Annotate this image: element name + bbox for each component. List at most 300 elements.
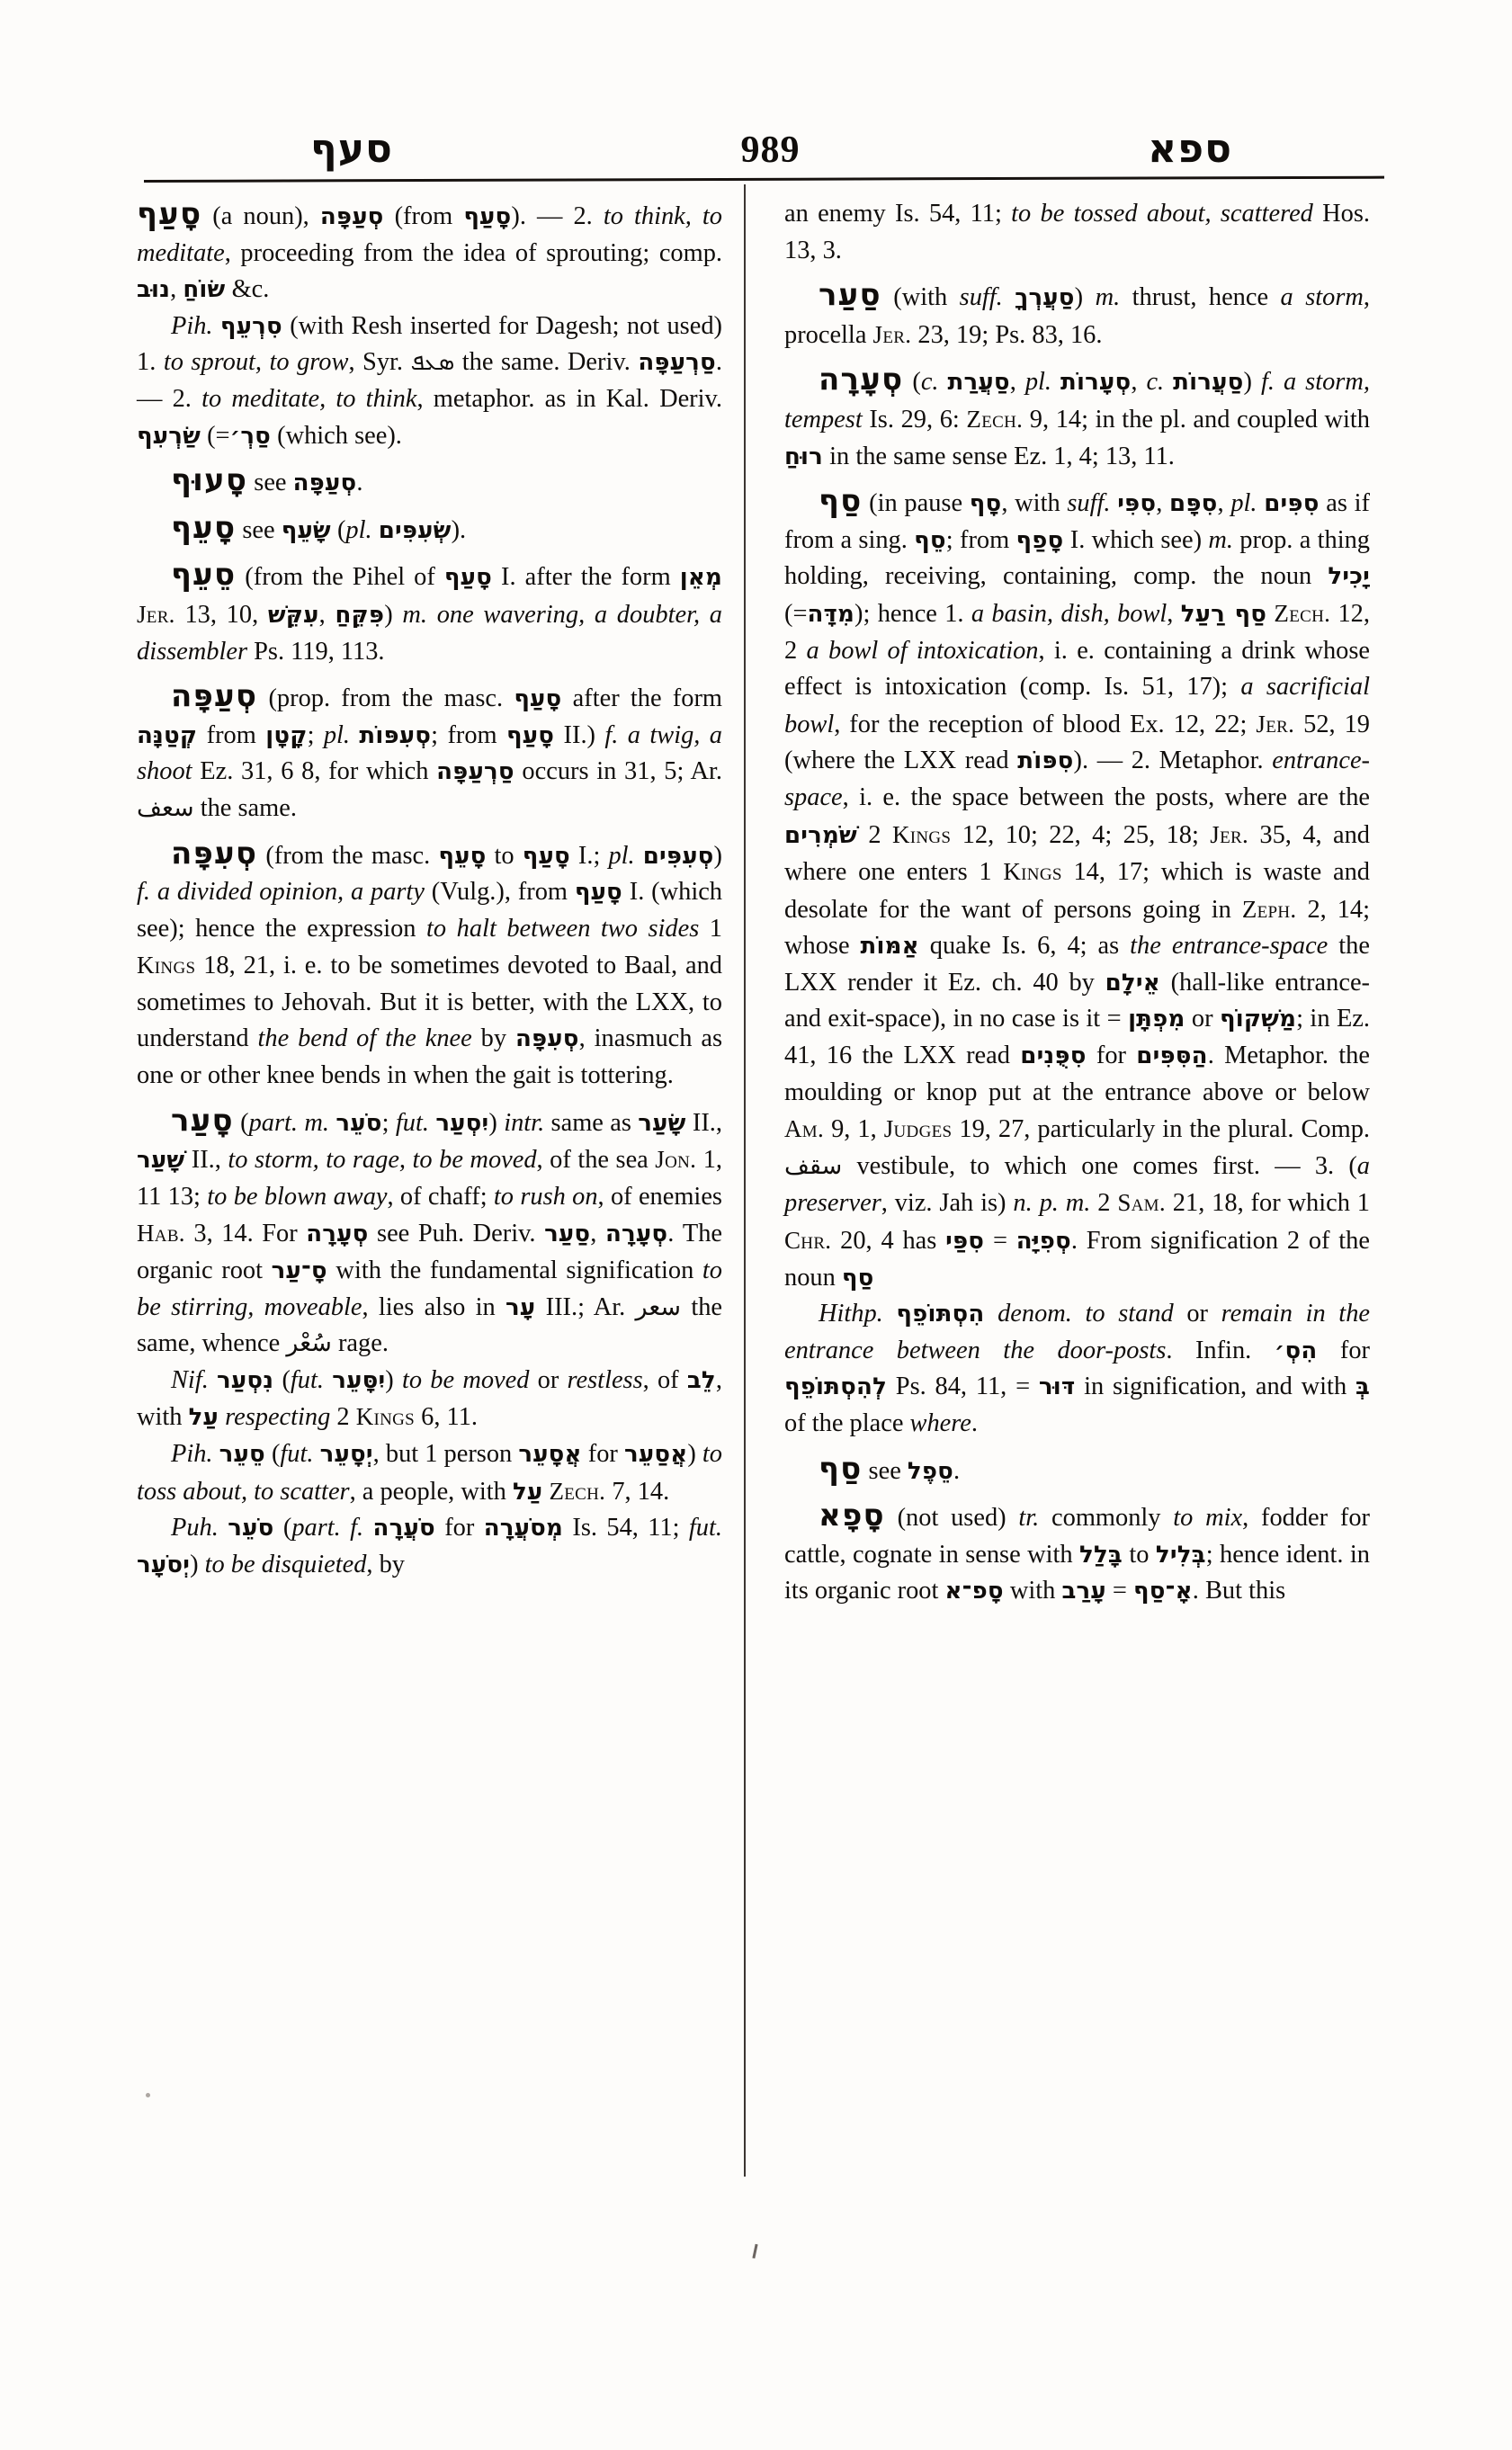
hebrew-form: עָר [505,1293,536,1321]
intr-label: intr. [504,1108,545,1137]
hebrew-form: סְעִפִּים [642,842,714,870]
scripture-ref: Am. [784,1115,825,1143]
entry-text: , [1009,368,1025,397]
scan-speck [146,2093,150,2097]
spacer [137,502,722,510]
entry-text: ; in Ez. 41, 16 the LXX read [784,1005,1370,1070]
hebrew-form: מַשְׁקוֹף [1219,1006,1297,1033]
scripture-ref: Jer. [1210,820,1249,848]
entry-text: 2, 14; whose [784,895,1370,961]
right-column [784,196,1370,1610]
entry-text: to [486,841,523,870]
entry-text: (with Resh inserted for Dagesh; not used) 1. [137,311,722,377]
hebrew-form: סְעָרָה [604,1221,668,1248]
entry-text: ; from [945,525,1016,554]
abbrev-pl: pl. [1024,368,1052,397]
hebrew-form: שָׁעַר [137,1147,185,1175]
entry-text [984,1300,998,1328]
entry-text: Ps. 84, 11, = [887,1373,1039,1401]
hebrew-form: סִפַּי [945,1228,985,1256]
entry-text: 14, 17; which is waste and desolate for the want of persons going in [784,858,1370,924]
denom-label: denom. [998,1300,1072,1328]
fut-label: fut. [395,1108,429,1137]
hebrew-form: אֲסַעֵר [624,1441,688,1468]
entry-text: or [529,1365,568,1394]
entry-text: 6, 11. [415,1403,478,1432]
entry-text: &c. [225,275,270,304]
entry-text: vestibule, to which one comes first. — 3. ( [842,1151,1357,1180]
headword-hebrew: סָעוּף [171,462,248,499]
hebrew-form: סֵפֶל [907,1457,954,1485]
hebrew-form: סַעֲרַת [947,369,1010,397]
hebrew-form: יָכִיל [1328,563,1370,591]
spacer [137,670,722,678]
entry-text [1051,368,1060,396]
hebrew-form: סְעַפָּה [292,469,357,497]
gloss: a sacrificial bowl [784,673,1370,738]
running-head [135,106,1385,172]
entry-text: or [1173,1300,1221,1328]
headword-hebrew: סְעָרָה [819,362,904,398]
entry-text: (with [881,283,960,312]
hebrew-form: עִקֵּשׁ [267,601,319,629]
entry-saar-verb [137,1103,722,1363]
entry-nif-nisar [137,1363,722,1436]
entry-text: ( [233,1108,249,1137]
hebrew-form: שָׂעֵף [281,516,331,544]
entry-text: 12, 10; 22, 4; 25, 18; [951,820,1211,849]
entry-text: ) [385,1365,402,1394]
hebrew-form: יְסָעֵר [319,1441,373,1468]
entry-text: ) [384,600,403,629]
entry-text: I. after the form [492,563,680,592]
gloss: respecting [225,1403,331,1432]
running-head-right-catchword: ספא [1148,126,1232,172]
entry-text: ) [713,841,723,870]
hebrew-form: עַל [188,1404,219,1432]
hebrew-form: עַל [512,1478,543,1506]
entry-text: 21, 18, for which 1 [1165,1189,1370,1218]
hebrew-form: סַעֲרְךָ [1015,284,1075,312]
gloss: a basin, dish, bowl [971,599,1168,628]
entry-text: 35, 4, and where one enters 1 [784,820,1371,887]
suff-label: suff. [1067,489,1111,518]
gloss: restless [567,1365,643,1394]
page-number: 989 [740,130,801,171]
stem-label: Nif. [171,1365,209,1394]
entry-hithp-histophef [784,1296,1370,1442]
entry-text: 9, 1, [824,1115,884,1144]
hebrew-form: מִדָּה [807,600,855,628]
entry-text [618,721,627,749]
entry-text: ( [273,1514,292,1542]
hebrew-form: סַרְ׳ [229,422,272,450]
entry-text: , for the reception of blood Ex. 12, 22; [834,710,1257,738]
entry-text: , procella [784,283,1370,349]
entry-text: (Vulg.), from [424,878,575,907]
scripture-ref: Zech. [549,1477,606,1505]
gender-label: m. [1208,525,1233,554]
gloss: the bend of the knee [257,1024,472,1053]
arabic-form: سعر [635,1292,682,1321]
scripture-ref: Zech. [966,405,1024,433]
entry-text: ); hence 1. [854,599,971,628]
entry-text: II.) [554,720,605,749]
entry-text: for [1317,1336,1371,1364]
entry-text: Is. 54, 11; [563,1514,689,1542]
hebrew-form: קְטַנָּה [137,721,198,749]
gloss: one wavering, a doubter, a dissembler [137,600,722,666]
entry-text: (a noun), [201,202,320,230]
entry-text: (= [784,599,808,628]
scripture-ref: Zech. [1274,599,1331,627]
entry-text: 2 [330,1403,356,1432]
entry-text: ). — 2. [511,202,604,230]
entry-text: with the fundamental signification [327,1256,702,1285]
hebrew-form: סֵעֵר [219,1441,265,1468]
hebrew-form: שֹׁמְרִים [784,821,857,849]
entry-text: see Puh. Deriv. [368,1220,545,1248]
gloss: to be disquieted [204,1550,367,1578]
hebrew-form: אֲסָעֵר [518,1441,582,1468]
entry-text: , proceeding from the idea of sprouting; comp. [224,238,722,267]
stem-label: Pih. [171,311,213,340]
gloss: a preserver [784,1151,1370,1218]
stem-label: Pih. [171,1440,213,1468]
entry-seeph-doubter [137,557,722,670]
hebrew-form: יִסָּעֵר [332,1366,386,1394]
entry-text: see [247,469,293,497]
hebrew-form: סִפֻּנִים [1020,1042,1087,1070]
entry-text: III.; Ar. [535,1292,636,1321]
running-head-left-catchword: סעף [310,126,393,172]
entry-pih-saer [137,1436,722,1510]
entry-text: , i. e. containing a drink whose effect is intoxication (comp. Is. 51, 17); [784,636,1370,702]
fut-label: fut. [290,1365,324,1394]
spacer [137,1095,722,1103]
hebrew-form: שְׂעִפִּים [378,516,452,544]
entry-text: . But this [1192,1577,1286,1605]
gender-label: f. [137,878,150,907]
entry-text: ) [190,1550,205,1578]
entry-text: , but 1 person [372,1440,519,1468]
gloss: to rush on [493,1182,598,1211]
hebrew-form: בְּלִיל [1155,1541,1206,1569]
entry-text: , lies also in [362,1292,505,1321]
gloss: where [909,1409,971,1437]
entry-text: , with [137,1365,722,1432]
entry-text: 19, 27, particularly in the plural. Comp. [952,1115,1370,1144]
entry-text: (not used) [884,1504,1019,1533]
gloss: a storm, tempest [784,368,1370,434]
entry-text [213,312,220,340]
entry-saeph-crossref [137,510,722,550]
hebrew-form: סֹעֵר [336,1109,382,1137]
entry-text [883,1300,897,1328]
hebrew-form: סָעַף [506,721,555,749]
hebrew-form: סָעַף [522,842,570,870]
headword-hebrew: סַף [819,1450,863,1487]
entry-text [350,721,359,749]
entry-text: , inasmuch as one or other knee bends in when the gait is tottering. [137,1024,723,1090]
headword-hebrew: סְעִפָּה [171,835,258,872]
entry-text: , Syr. [348,348,411,377]
hebrew-form: בָּלַל [1079,1541,1123,1569]
entry-text: ( [903,368,921,397]
entry-text: . [356,469,363,497]
hebrew-form: שַׂרְעִף [137,422,201,450]
entry-text [324,1366,332,1394]
entry-text: occurs in 31, 5; Ar. [514,757,723,786]
entry-text: , of the sea [536,1146,656,1175]
hebrew-form: קָטָן [265,721,308,749]
entry-seippah-party [137,836,722,1095]
hebrew-form: פִּקֵּחַ [335,601,385,629]
gloss: to toss about, to scatter [137,1440,722,1506]
entry-puh-soar [137,1510,722,1583]
entry-text: ; from [431,720,507,749]
spacer [784,1489,1370,1498]
hebrew-form: סֹעֵר [228,1515,274,1542]
entry-text: prop. a thing holding, receiving, containing, comp. the noun [784,525,1370,591]
scripture-ref: Judges [883,1115,953,1143]
hebrew-form: סָעַף [514,685,562,713]
page-foot-speck [752,2244,757,2258]
headword-hebrew: סַעַר [819,277,881,314]
scripture-ref: Jer. [137,600,175,628]
header-rule [144,176,1384,183]
entry-text: 18, 21, i. e. to be sometimes devoted to Baal, and sometimes to Jehovah. But it is better, with the LXX, to understand [137,952,722,1053]
hebrew-form: לְהִסְתּוֹפֵף [784,1373,887,1401]
gloss: to be moved [401,1365,530,1394]
entry-text [1003,283,1015,311]
constr-label: c. [920,368,939,397]
entry-text: 2 [856,820,892,849]
stem-label: Hithp. [819,1300,883,1328]
entry-text: in the same sense Ez. 1, 4; 13, 11. [823,442,1175,470]
entry-text: commonly [1039,1504,1174,1533]
entry-text: ) [687,1440,702,1468]
scripture-ref: Chr. [784,1227,832,1255]
hebrew-form: סְעָרָה [306,1221,369,1248]
hebrew-form: סַף רַעַל [1180,600,1267,628]
arabic-form: سقف [784,1151,843,1180]
entry-text: the same, whence [137,1292,723,1358]
entry-text: Ez. 31, 6 8, for which [192,757,437,786]
entry-saaph-crossref [137,462,722,502]
hebrew-form: סַעַר [544,1221,591,1248]
entry-text: , [590,1220,605,1248]
entry-text: . — 2. [137,348,723,413]
entry-saph-crossref [784,1451,1370,1490]
entry-saaph-pihel [137,308,722,454]
spacer [784,475,1370,483]
entry-text: from [197,720,266,749]
entry-text: II., [184,1146,228,1175]
entry-text: to [1122,1540,1156,1569]
abbrev-pl: pl. [608,841,635,870]
entry-text: 9, 14; in the pl. and coupled with [1023,405,1370,434]
scripture-ref: Kings [891,820,952,848]
hebrew-form: אַמּוֹת [860,933,919,961]
entry-text [1072,1300,1086,1328]
entry-text: , [318,600,336,629]
entry-text: , [1167,599,1181,628]
part-label: part. m. [248,1108,329,1137]
entry-text: , viz. Jah is) [881,1189,1014,1218]
entry-text: for [581,1440,624,1468]
pos-label: n. p. m. [1013,1189,1091,1218]
hebrew-form: סָפַף [1015,526,1064,554]
entry-text: (hall-like entrance- and exit-space), in no case is it = [784,968,1370,1033]
hebrew-form: בְּ [1355,1373,1371,1401]
entry-text: = [984,1227,1016,1256]
hebrew-form: סַרְעַפָּה [638,349,716,377]
abbrev-pl: pl. [345,515,372,544]
entry-text [635,842,643,870]
entry-text: , with [1001,489,1068,518]
hebrew-form: אָ־סַף [1133,1578,1193,1605]
hebrew-form: שָׂעַר [638,1109,686,1137]
hebrew-form: אֵילָם [1105,969,1160,997]
entry-text: ( [264,1440,281,1468]
entry-text: 3, 14. For [184,1220,307,1248]
hebrew-form: סְעִפָּה [514,1025,579,1053]
column-divider-rule [744,184,746,2177]
gender-label: m. [402,600,427,629]
gloss: the entrance-space [1130,932,1329,961]
entry-text [1164,368,1173,396]
gloss: a storm [1280,283,1364,312]
entry-text: ( [330,515,346,544]
hebrew-form: הַסִּפִּים [1136,1042,1208,1070]
hebrew-form: סִפּוֹת [1017,747,1074,775]
entry-text: rage. [331,1329,389,1358]
entry-text [150,878,157,906]
headword-hebrew: סַף [819,483,863,520]
entry-text: for [1086,1042,1137,1070]
entry-text: , i. e. the space between the posts, where are the [842,782,1370,811]
hebrew-form: סִפָּם [1169,490,1218,518]
spacer [784,269,1370,277]
scripture-ref: Kings [137,952,196,979]
entry-text [314,1440,320,1468]
hebrew-form: יִסְעַר [435,1109,489,1137]
entry-text: , of enemies [597,1182,722,1211]
gloss: to think, to meditate [137,202,722,267]
entry-text: , of [642,1365,687,1394]
hebrew-form: הִסְ׳ [1274,1337,1318,1364]
hebrew-form: סָעַף [574,879,622,907]
hebrew-form: שׂוֹחַ [183,276,226,304]
entry-text: 13, 10, [174,600,268,629]
entry-text [372,516,379,544]
hebrew-form: לֵב [686,1366,716,1394]
stem-label: Puh. [171,1514,219,1542]
hebrew-form: דּוּר [1038,1373,1076,1401]
entry-text: ( [273,1365,291,1394]
gloss: a bowl of intoxication [806,636,1039,665]
entry-text: thrust, hence [1120,283,1281,312]
entry-searah-storm [784,362,1370,475]
entry-text: ). — 2. Metaphor. [1073,747,1273,775]
scripture-ref: Jer. [1256,710,1295,738]
entry-saaph-noun [137,196,722,308]
part-label: part. f. [291,1514,364,1542]
entry-text [427,601,437,629]
fut-label: fut. [688,1514,722,1542]
hebrew-form: סַרְעַפָּה [436,758,514,786]
spacer [137,454,722,462]
entry-saph-basin [784,483,1370,1296]
hebrew-form: סָ־עַר [271,1257,327,1285]
entry-text [213,1440,219,1468]
entry-text: , [1217,489,1231,518]
entry-text: ; hence ident. in its organic root [784,1540,1370,1605]
hebrew-form: יְסֹעָר [137,1551,191,1578]
spacer [137,827,722,836]
hebrew-form: מְסֹעֲרָה [483,1515,564,1542]
entry-text: 12, 2 [784,599,1370,665]
entry-text: . From signification 2 of the noun [784,1227,1370,1292]
gloss: to be tossed about, scattered [1011,200,1313,228]
entry-text: see [862,1456,908,1485]
hebrew-form: סָף [969,490,1002,518]
entry-text: of the place [784,1409,910,1437]
entry-text: . [971,1409,978,1437]
syriac-form: ܣܥܦ [410,348,455,377]
entry-text: the same. [193,793,297,822]
entry-text [209,1366,217,1394]
entry-text: see [236,515,282,544]
tr-label: tr. [1018,1504,1040,1533]
left-column [137,196,722,1583]
entry-text: (from [383,202,464,230]
entry-text: , [170,275,183,304]
entry-text: (prop. from the masc. [257,684,514,713]
hebrew-form: סַף [841,1264,874,1292]
gloss: to sprout, to grow [163,348,349,377]
entry-sapha-mix [784,1498,1370,1610]
hebrew-form: סָפ־א [944,1578,1004,1605]
entry-text: , [1156,489,1170,518]
gloss: to be blown away [207,1182,388,1211]
entry-text: in signification, and with [1075,1373,1355,1401]
entry-text: the LXX render it Ez. ch. 40 by [784,932,1370,997]
entry-text: , of chaff; [387,1182,494,1211]
entry-text [363,1514,372,1542]
arabic-form: سُعْر [286,1329,332,1358]
entry-text: the same. Deriv. [454,348,639,377]
entry-text: = [1105,1577,1134,1605]
entry-text: I. (which see); hence the expression [137,878,722,943]
headword-hebrew: סָעֵף [171,509,237,546]
entry-text: ). [451,515,467,544]
headword-hebrew: סֵעֵף [171,557,237,594]
gloss: to halt between two sides [426,914,700,943]
entry-text: quake Is. 6, 4; as [918,932,1131,961]
gloss: entrance-space [784,747,1370,811]
gloss: to be stirring, moveable [137,1256,722,1321]
entry-text: 52, 19 (where the LXX read [784,710,1371,775]
entry-text: same as [544,1108,639,1137]
arabic-form: سعف [137,793,194,822]
scripture-ref: Sam. [1117,1189,1166,1217]
gloss: to storm, to rage, to be moved [228,1146,537,1175]
hebrew-form: עָרַב [1061,1578,1106,1605]
entry-text: I. which see) [1063,525,1209,554]
entry-text: 2 [1090,1189,1118,1218]
